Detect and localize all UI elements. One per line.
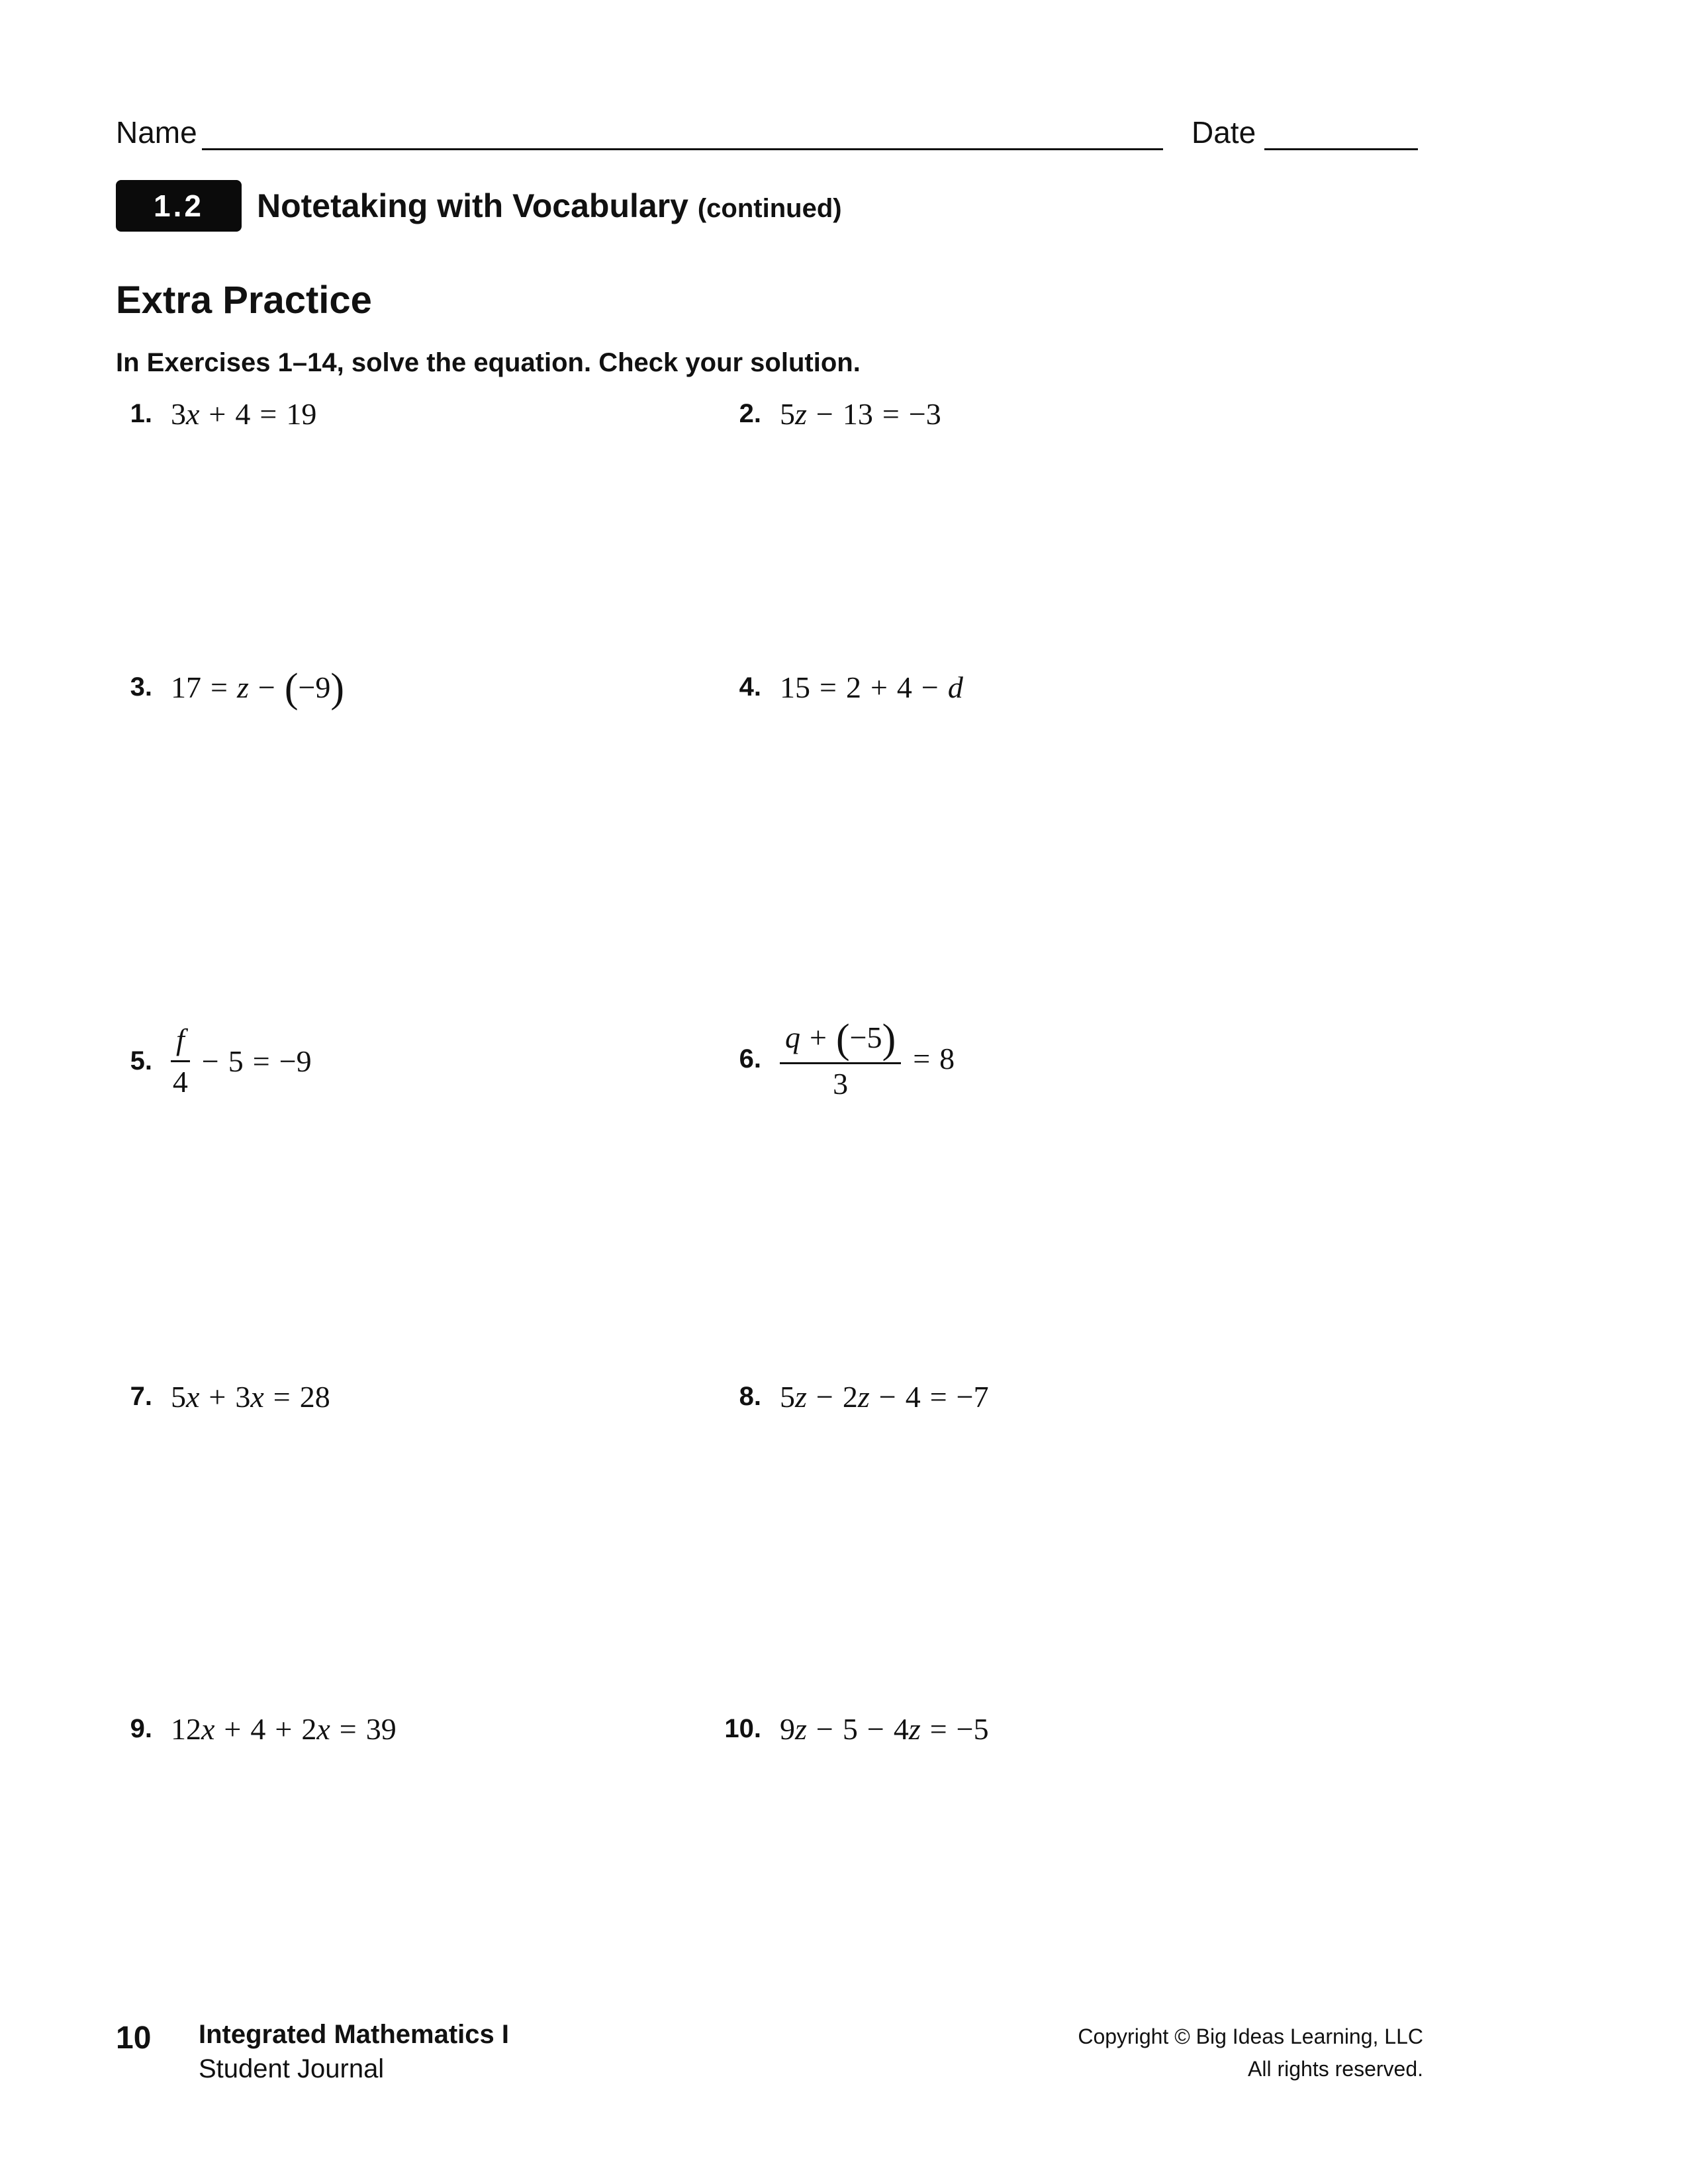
equals: =: [820, 670, 837, 704]
variable: z: [795, 396, 807, 431]
variable: x: [186, 396, 200, 431]
close-paren: ): [882, 1017, 896, 1062]
coefficient: 5: [780, 396, 795, 431]
coefficient: 5: [171, 1379, 186, 1414]
result: −5: [956, 1711, 989, 1746]
equation: [780, 1379, 989, 1414]
constant: 4: [250, 1711, 266, 1746]
constant: 13: [842, 396, 873, 431]
book-title: Integrated Mathematics I: [199, 2020, 510, 2049]
constant: 2: [845, 670, 861, 704]
date-field-line[interactable]: [1264, 148, 1418, 150]
result: 8: [939, 1042, 955, 1076]
fraction-numerator: f: [171, 1024, 190, 1062]
variable: d: [947, 670, 963, 704]
equation: [780, 1017, 955, 1100]
exercise-number: 9.: [130, 1713, 152, 1743]
variable: x: [250, 1379, 264, 1414]
exercise-number: 3.: [130, 672, 152, 702]
coefficient: 2: [301, 1711, 317, 1746]
equation: [171, 1711, 397, 1747]
exercise-7: [93, 1370, 330, 1423]
variable: x: [186, 1379, 200, 1414]
variable: x: [201, 1711, 215, 1746]
constant: 4: [235, 396, 251, 431]
name-label: Name: [116, 115, 197, 150]
exercise-6: [702, 1016, 955, 1102]
constant: 4: [905, 1379, 921, 1414]
fraction: [780, 1017, 901, 1100]
exercise-2: [702, 387, 941, 440]
equals: =: [273, 1379, 291, 1414]
operator: +: [224, 1711, 242, 1746]
result: −9: [279, 1044, 312, 1078]
section-title: [257, 187, 842, 225]
variable: z: [236, 670, 249, 704]
name-field-line[interactable]: [202, 148, 1163, 150]
operator: +: [870, 670, 888, 704]
operator: +: [209, 1379, 226, 1414]
operator: −: [816, 1379, 833, 1414]
equation: [171, 1379, 330, 1414]
coefficient: 4: [893, 1711, 909, 1746]
close-paren: ): [330, 666, 345, 711]
section-badge: 1.2: [116, 180, 242, 232]
equals: =: [252, 1044, 270, 1078]
exercise-number: 1.: [130, 398, 152, 428]
book-subtitle: Student Journal: [199, 2054, 385, 2083]
variable: z: [795, 1379, 807, 1414]
result: 39: [365, 1711, 397, 1746]
exercise-5: [93, 1021, 312, 1101]
exercise-number: 7.: [130, 1381, 152, 1411]
operator: −: [878, 1379, 896, 1414]
exercise-1: [93, 387, 316, 440]
open-paren: (: [284, 666, 299, 711]
date-label: Date: [1192, 115, 1256, 150]
constant: −5: [849, 1021, 882, 1055]
result: 19: [286, 396, 317, 431]
equals: =: [929, 1379, 947, 1414]
exercise-9: [93, 1702, 397, 1755]
operator: −: [816, 1711, 833, 1746]
equation: [780, 396, 941, 432]
operator: −: [258, 670, 275, 704]
exercise-8: [702, 1370, 989, 1423]
section-title-text: Notetaking with Vocabulary: [257, 187, 688, 224]
result: −3: [908, 396, 941, 431]
equals: =: [929, 1711, 947, 1746]
equation: [780, 1711, 989, 1747]
coefficient: 3: [171, 396, 186, 431]
exercise-number: 8.: [739, 1381, 761, 1411]
copyright-notice: Copyright © Big Ideas Learning, LLC: [1078, 2025, 1423, 2048]
constant: −9: [298, 670, 331, 704]
exercise-number: 4.: [739, 672, 761, 702]
equation: [780, 670, 963, 705]
exercise-10: [702, 1702, 989, 1755]
fraction-denominator: 3: [833, 1067, 849, 1101]
exercise-number: 5.: [130, 1046, 152, 1075]
instructions: In Exercises 1–14, solve the equation. Check your solution.: [116, 348, 861, 377]
fraction-denominator: 4: [172, 1064, 188, 1099]
exercise-number: 10.: [724, 1713, 761, 1743]
constant: 5: [842, 1711, 858, 1746]
variable: z: [857, 1379, 870, 1414]
fraction-numerator: [780, 1017, 901, 1064]
equals: =: [882, 396, 900, 431]
constant: 15: [780, 670, 810, 704]
coefficient: 5: [780, 1379, 795, 1414]
operator: −: [816, 396, 833, 431]
exercise-number: 6.: [739, 1044, 761, 1073]
operator: +: [209, 396, 226, 431]
section-title-suffix: (continued): [697, 194, 842, 223]
constant: 4: [896, 670, 912, 704]
operator: +: [810, 1021, 827, 1055]
open-paren: (: [835, 1017, 850, 1062]
equation: [171, 666, 345, 711]
equals: =: [211, 670, 228, 704]
page-heading: Extra Practice: [116, 279, 372, 322]
equation: [171, 1024, 312, 1098]
variable: q: [785, 1021, 800, 1055]
coefficient: 12: [171, 1711, 201, 1746]
operator: −: [921, 670, 939, 704]
page-number: 10: [116, 2021, 152, 2056]
coefficient: 3: [235, 1379, 251, 1414]
exercise-number: 2.: [739, 398, 761, 428]
coefficient: 2: [842, 1379, 858, 1414]
operator: −: [867, 1711, 884, 1746]
exercise-4: [702, 660, 963, 713]
result: 28: [299, 1379, 330, 1414]
variable: z: [908, 1711, 921, 1746]
result: −7: [956, 1379, 989, 1414]
variable: z: [795, 1711, 807, 1746]
operator: +: [275, 1711, 293, 1746]
exercise-3: [93, 660, 344, 713]
constant: 5: [228, 1044, 244, 1078]
coefficient: 9: [780, 1711, 795, 1746]
operator: −: [201, 1044, 219, 1078]
rights-notice: All rights reserved.: [1248, 2057, 1423, 2081]
variable: x: [316, 1711, 330, 1746]
equals: =: [259, 396, 277, 431]
equation: [171, 396, 316, 432]
fraction: [171, 1024, 190, 1098]
equals: =: [339, 1711, 357, 1746]
equals: =: [913, 1042, 931, 1076]
constant: 17: [171, 670, 201, 704]
